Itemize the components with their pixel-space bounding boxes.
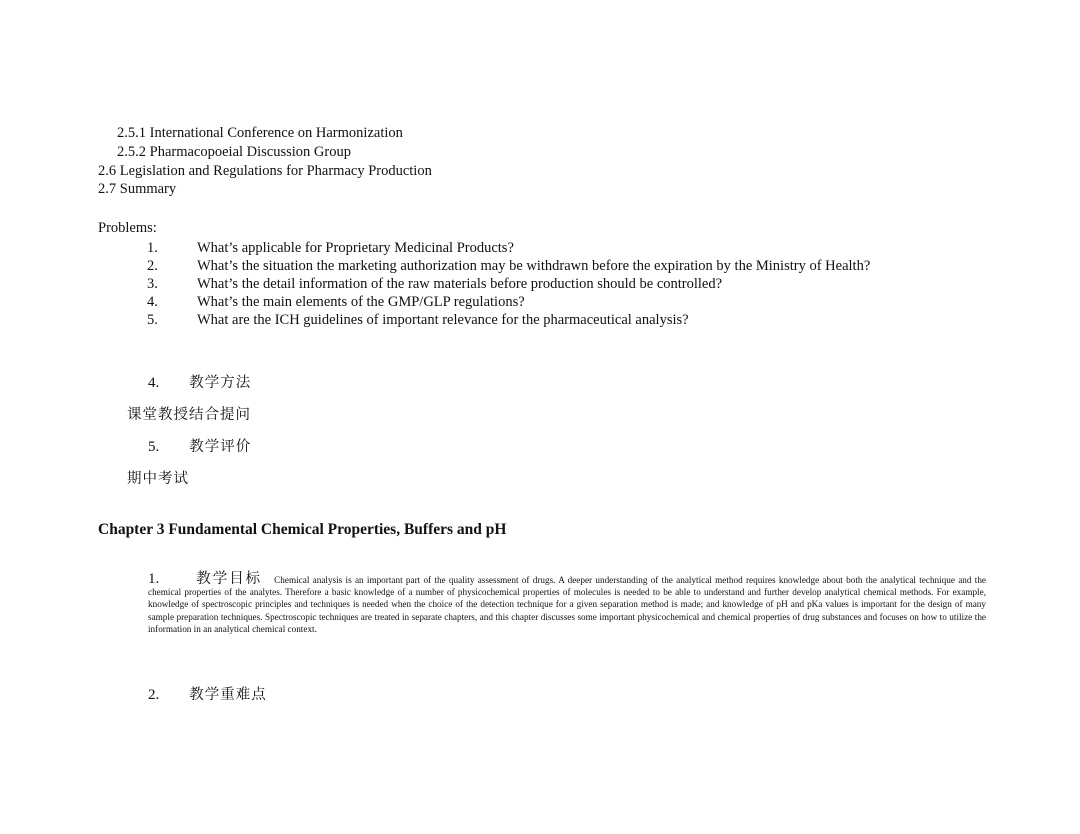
problem-text: What’s applicable for Proprietary Medicinal Products? xyxy=(197,240,514,256)
teaching-method-value: 课堂教授结合提问 xyxy=(127,407,251,423)
keypoints-heading xyxy=(148,683,267,704)
problem-number: 5. xyxy=(147,312,158,328)
problem-number: 4. xyxy=(147,294,158,310)
section-label: 教学目标 xyxy=(195,571,263,587)
problem-text: What are the ICH guidelines of important relevance for the pharmaceutical analysis? xyxy=(197,312,689,328)
section-label: 教学评价 xyxy=(189,439,252,455)
toc-item: 2.5.2 Pharmacopoeial Discussion Group xyxy=(117,144,351,160)
problem-text: What’s the main elements of the GMP/GLP regulations? xyxy=(197,294,525,310)
problem-item xyxy=(147,313,967,329)
toc-item: 2.7 Summary xyxy=(98,181,177,197)
problem-item xyxy=(147,241,967,257)
objective-text: Chemical analysis is an important part of the quality assessment of drugs. A deeper understanding of the analytical method requires knowledge about both the analytical technique and the chemical properties of the analytes. Therefore a basic knowledge of a number of physicochemical properties of molecules is needed to be able to understand and further develop analytical chemical methods. For example, knowledge of spectroscopic principles and techniques is needed when the choice of the detection technique for a given separation method is made; and knowledge of pH and pKa values is important for the design of many sample preparation techniques. Spectroscopic techniques are treated in separate chapters, and this chapter discusses some important physicochemical and chemical properties of drug substances and focuses on how to utilize the information in an analytical chemical context. xyxy=(148,575,986,634)
section-label: 教学方法 xyxy=(189,375,252,391)
objective-paragraph xyxy=(148,573,986,635)
problem-text: What’s the situation the marketing authorization may be withdrawn before the expiration by the Ministry of Health? xyxy=(197,258,871,274)
problem-item xyxy=(147,295,967,311)
section-number: 1. xyxy=(148,571,160,587)
problem-number: 1. xyxy=(147,240,158,256)
teaching-eval-value: 期中考试 xyxy=(127,471,189,487)
section-number: 5. xyxy=(148,439,160,455)
problem-number: 3. xyxy=(147,276,158,292)
problem-item xyxy=(147,259,967,275)
chapter-title: Chapter 3 Fundamental Chemical Properties, Buffers and pH xyxy=(98,521,507,538)
problem-text: What’s the detail information of the raw materials before production should be controlled? xyxy=(197,276,723,292)
problem-item xyxy=(147,277,967,293)
section-label: 教学重难点 xyxy=(189,687,267,703)
teaching-eval-heading xyxy=(148,435,251,456)
section-number: 2. xyxy=(148,687,160,703)
toc-item: 2.6 Legislation and Regulations for Pharmacy Production xyxy=(98,163,432,179)
toc-item: 2.5.1 International Conference on Harmonization xyxy=(117,125,403,141)
section-number: 4. xyxy=(148,375,160,391)
teaching-method-heading xyxy=(148,371,251,392)
problem-number: 2. xyxy=(147,258,158,274)
problems-heading: Problems: xyxy=(98,220,157,236)
